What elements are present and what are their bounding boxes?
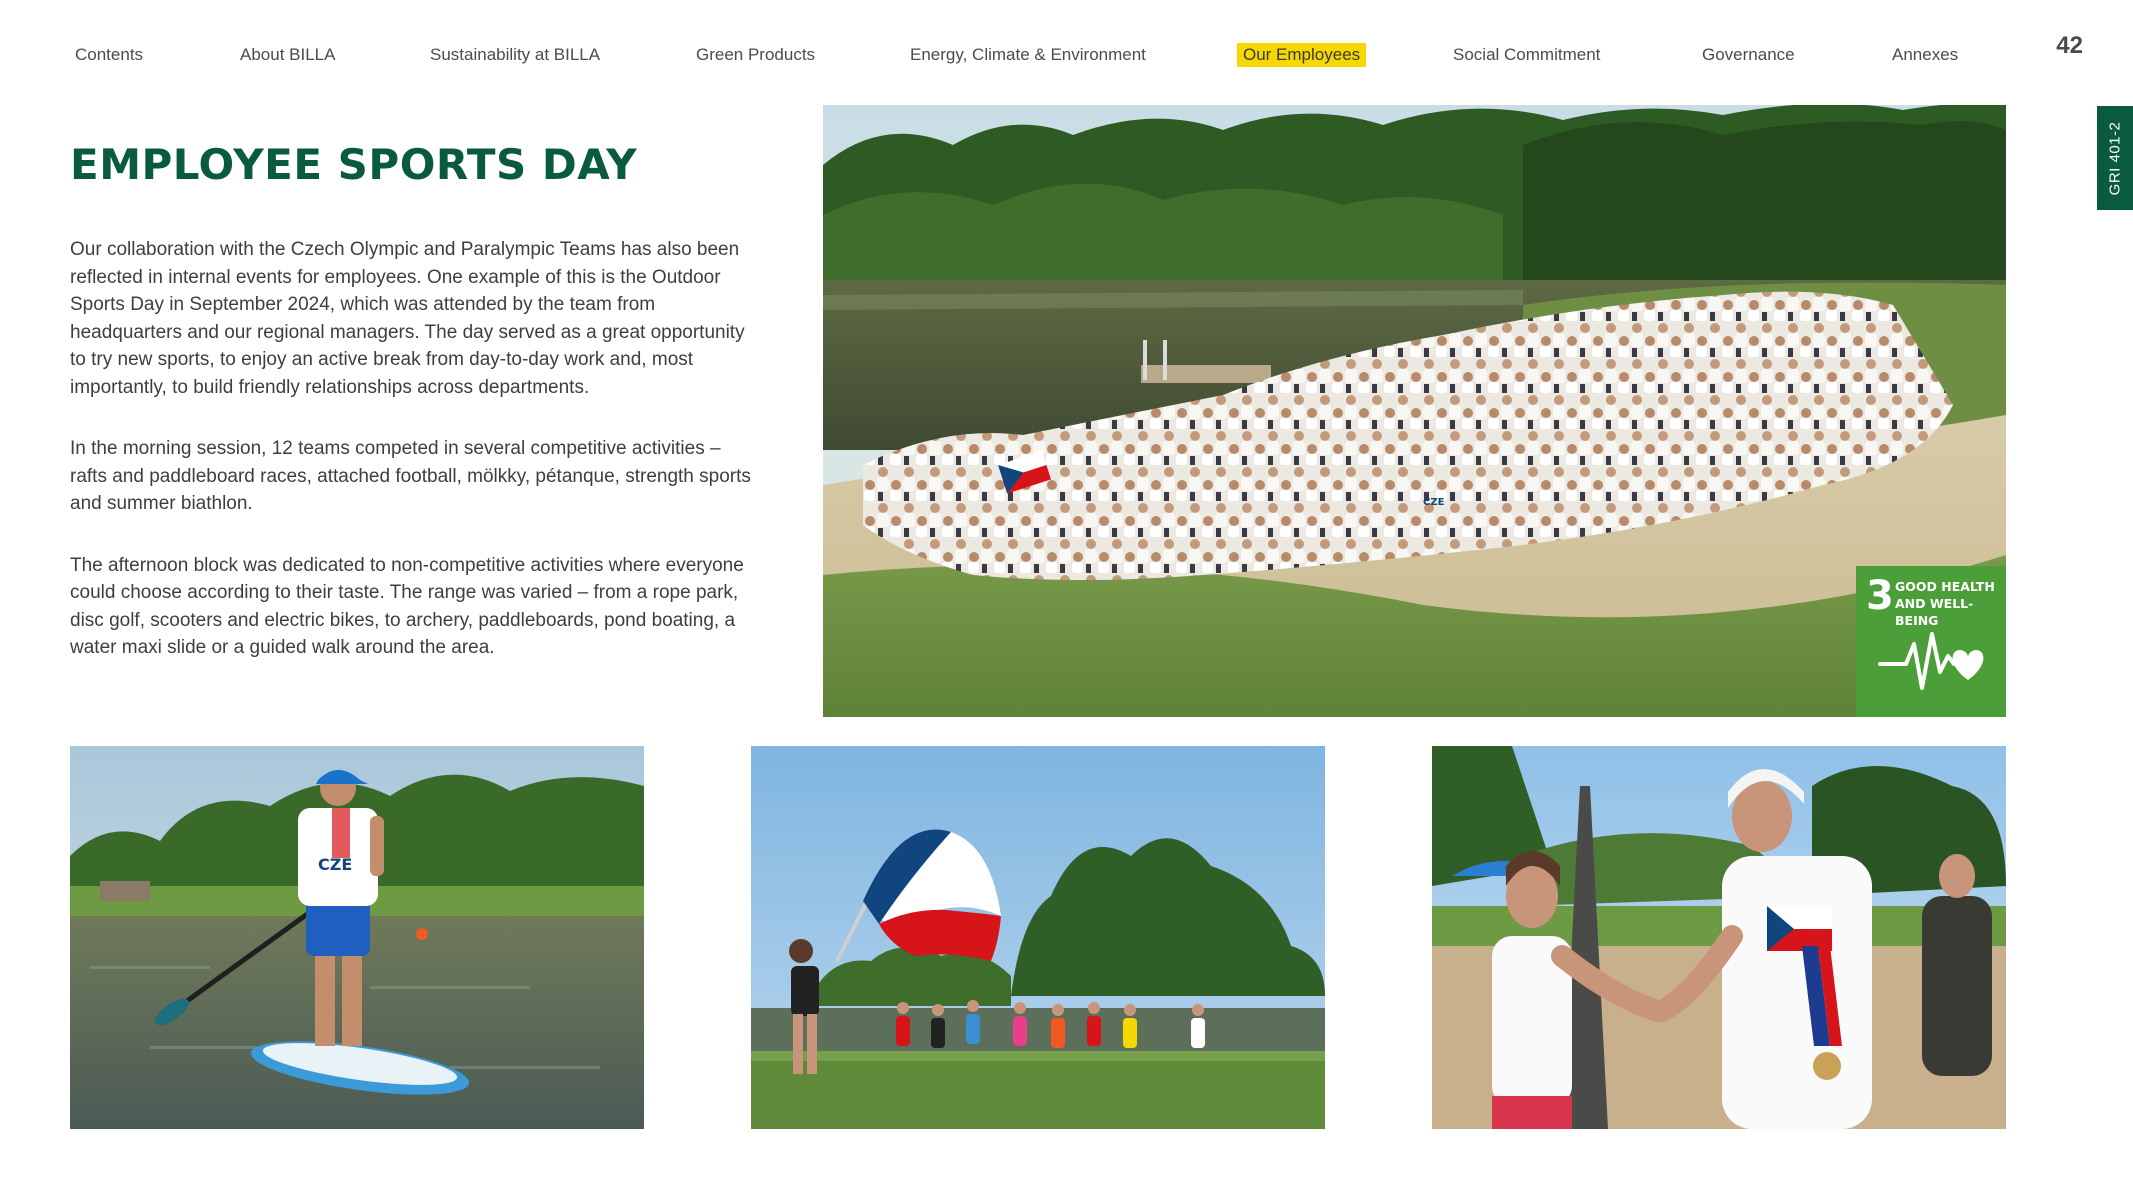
nav-about-billa[interactable]: About BILLA [240,45,336,64]
nav-social-commitment[interactable]: Social Commitment [1453,45,1601,64]
top-navigation [75,40,1975,70]
sdg-label-line1: GOOD HEALTH [1895,579,1995,594]
sdg-number: 3 [1866,573,1894,619]
article-body [70,236,760,696]
gri-tab-label: GRI 401-2 [2106,121,2124,195]
gri-side-tab[interactable] [2097,106,2133,210]
page-title: EMPLOYEE SPORTS DAY [70,140,638,189]
page-number: 42 [2056,32,2083,59]
nav-governance[interactable]: Governance [1702,45,1795,64]
tshirt-print: CZE [1423,497,1445,508]
handshake-photo [1432,746,2006,1129]
paragraph-afternoon: The afternoon block was dedicated to non-competitive activities where everyone could choose according to their taste. The range was varied – from a rope park, disc golf, scooters and electric bikes, to archery, paddleboards, pond boating, a water maxi slide or a guided walk around the area. [70,554,744,658]
heartbeat-icon [1878,620,1984,700]
flag-race-photo [751,746,1325,1129]
nav-sustainability[interactable]: Sustainability at BILLA [430,45,601,64]
shirt-print: CZE [318,855,353,874]
nav-energy-climate[interactable]: Energy, Climate & Environment [910,45,1146,64]
sdg-label-line2: AND WELL-BEING [1895,596,1974,628]
nav-our-employees[interactable]: Our Employees [1237,43,1366,67]
nav-green-products[interactable]: Green Products [696,45,816,64]
paddleboard-photo [70,746,644,1129]
sdg-badge [1856,566,2006,717]
group-photo [823,105,2006,717]
nav-contents[interactable]: Contents [75,45,144,64]
paragraph-morning: In the morning session, 12 teams competed in several competitive activities – rafts and paddleboard races, attached football, mölkky, pétanque, strength sports and summer biathlon. [70,438,751,514]
paragraph-intro: Our collaboration with the Czech Olympic and Paralympic Teams has also been reflected in internal events for employees. One example of this is the Outdoor Sports Day in September 2024, which was attended by the team from headquarters and our regional managers. The day served as a great opportunity to try new sports, to enjoy an active break from day-to-day work and, most importantly, to build friendly relationships across departments. [70,239,745,398]
nav-annexes[interactable]: Annexes [1892,45,1959,64]
